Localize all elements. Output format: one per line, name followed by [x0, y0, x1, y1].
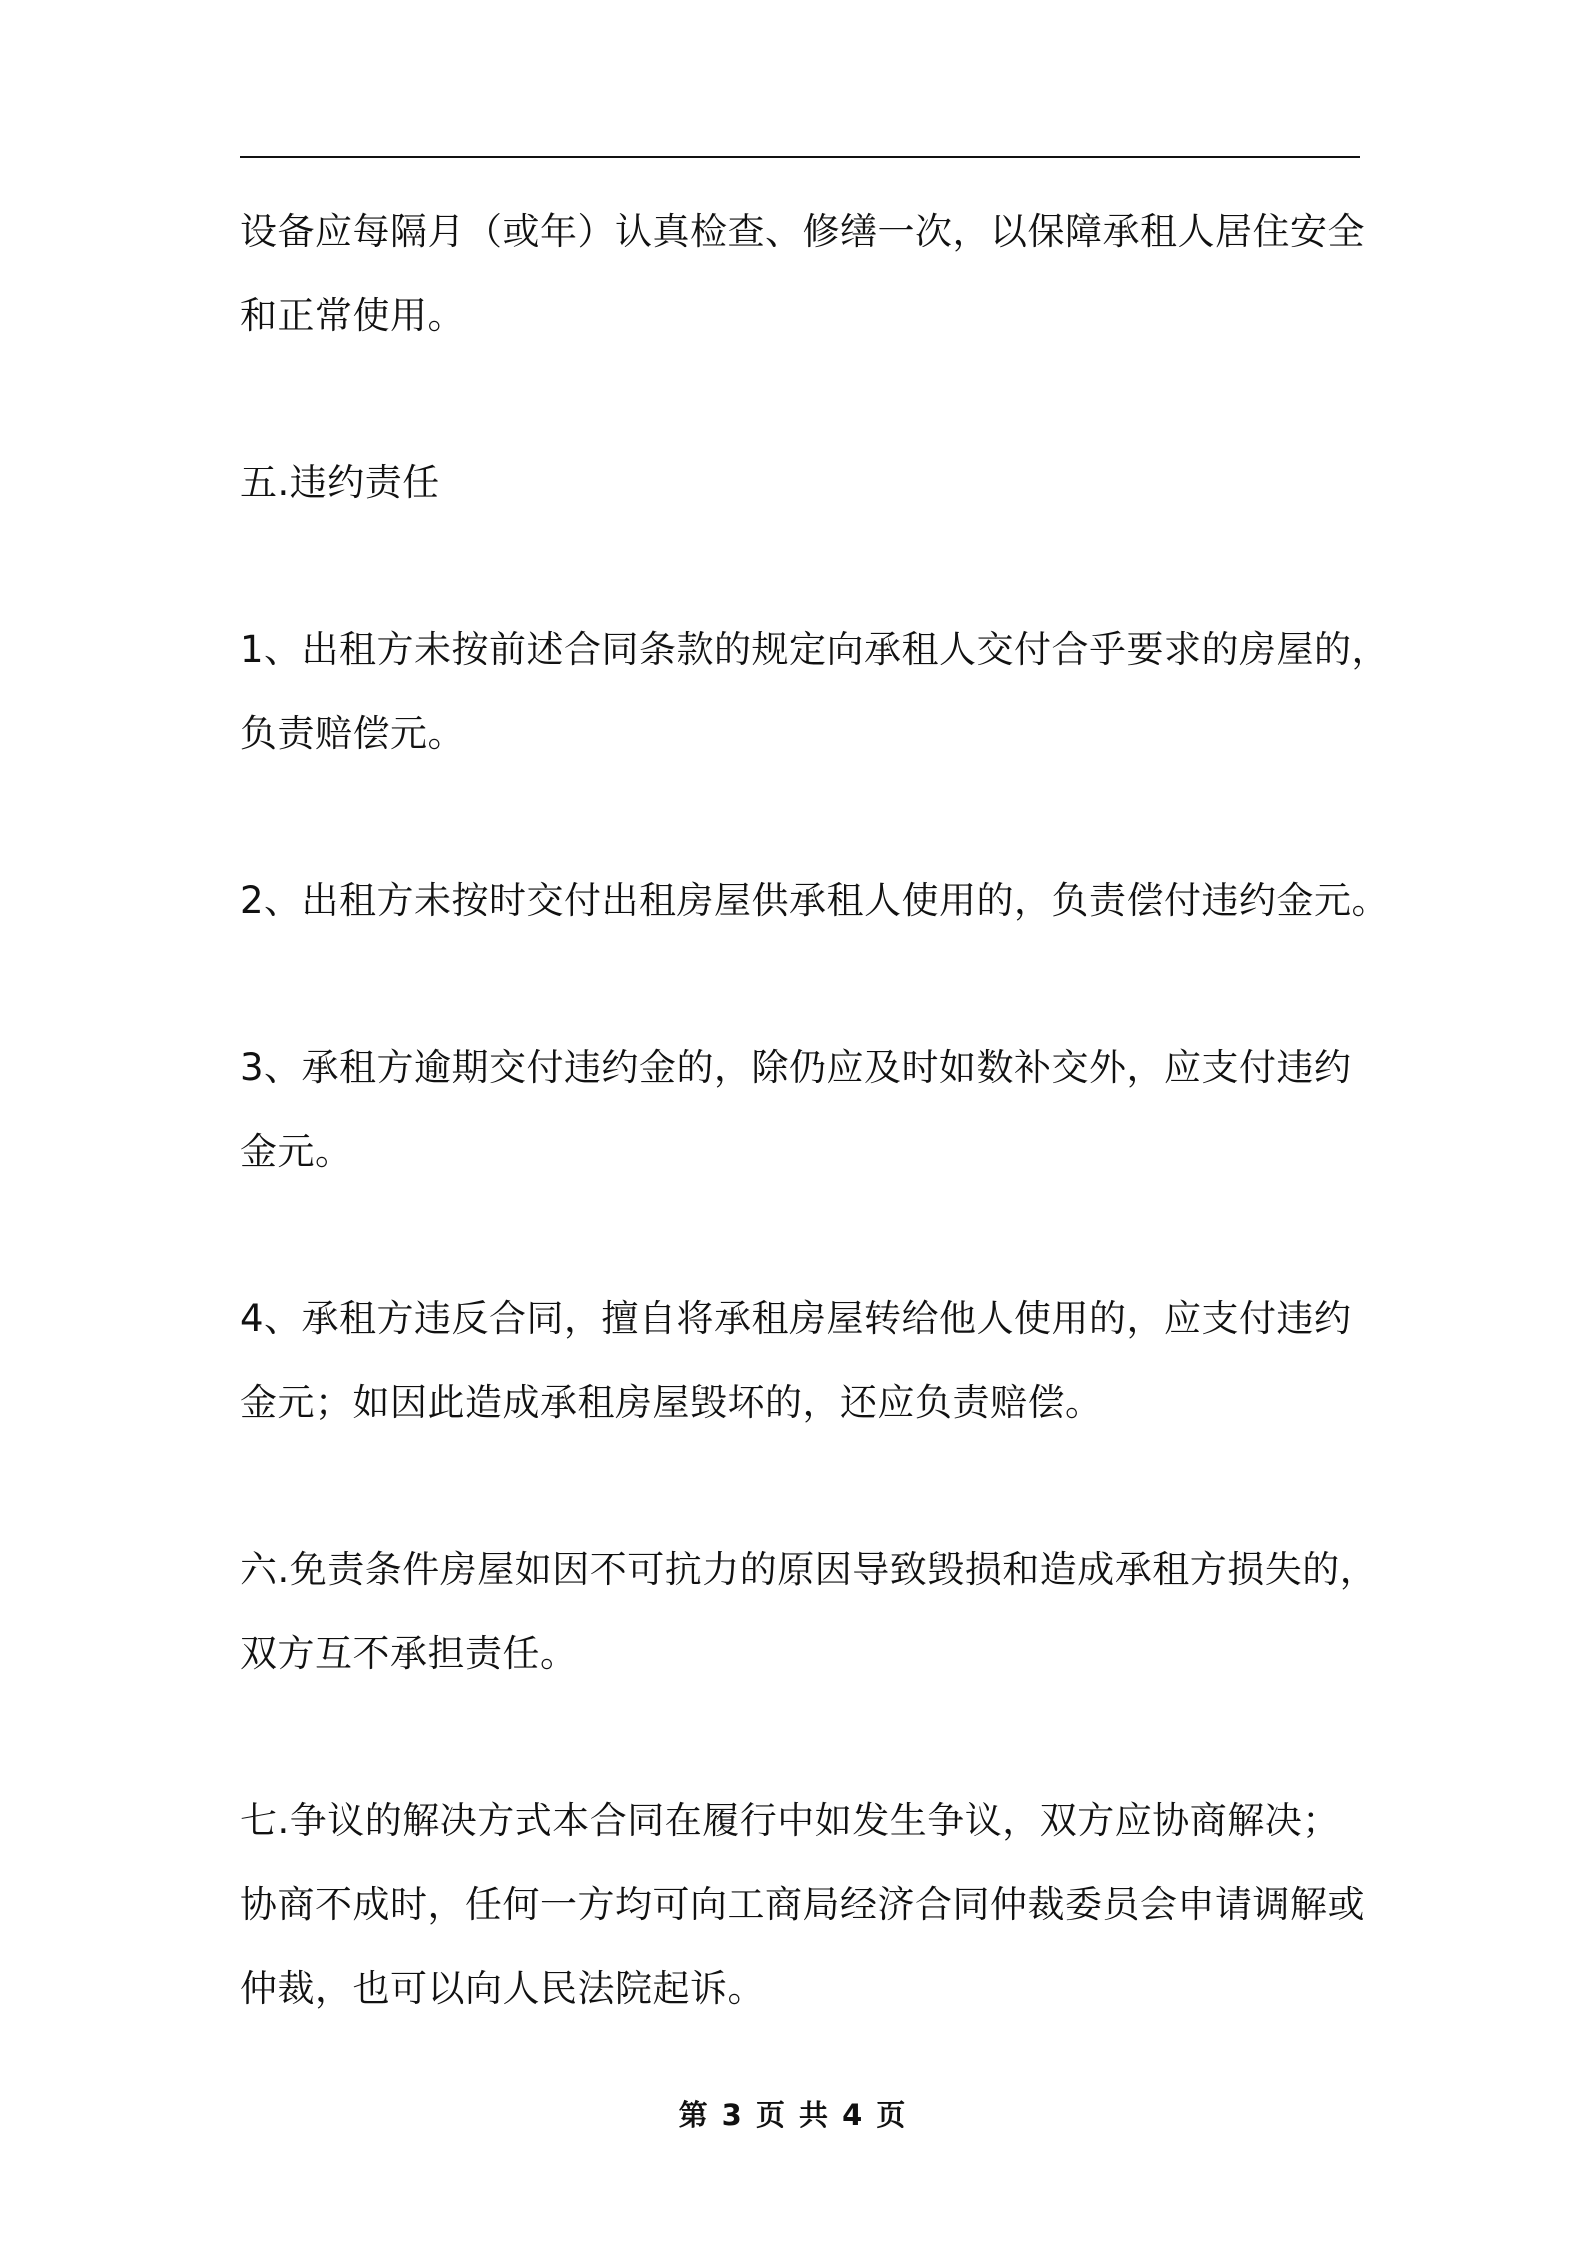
- paragraph-maintenance-clause: 设备应每隔月（或年）认真检查、修缮一次，以保障承租人居住安全 和正常使用。: [240, 210, 1365, 337]
- paragraph-clause-3: 3、承租方逾期交付违约金的，除仍应及时如数补交外，应支付违约 金元。: [240, 1046, 1352, 1173]
- paragraph-dispute-resolution: 七.争议的解决方式本合同在履行中如发生争议，双方应协商解决； 协商不成时，任何一方均可向工商局经济合同仲裁委员会申请调解或 仲裁，也可以向人民法院起诉。: [240, 1799, 1365, 2010]
- paragraph-clause-1: 1、出租方未按前述合同条款的规定向承租人交付合乎要求的房屋的， 负责赔偿元。: [240, 628, 1390, 755]
- paragraph-clause-2: 2、出租方未按时交付出租房屋供承租人使用的，负责偿付违约金元。: [240, 879, 1390, 922]
- section-heading-breach-liability: 五.违约责任: [240, 461, 440, 504]
- page-number-footer: 第 3 页 共 4 页: [678, 2098, 908, 2132]
- paragraph-exemption-conditions: 六.免责条件房屋如因不可抗力的原因导致毁损和造成承租方损失的， 双方互不承担责任。: [240, 1548, 1378, 1675]
- paragraph-clause-4: 4、承租方违反合同，擅自将承租房屋转给他人使用的，应支付违约 金元；如因此造成承租房屋毁坏的，还应负责赔偿。: [240, 1297, 1352, 1424]
- header-divider: [240, 156, 1360, 158]
- document-body: [240, 190, 1390, 2114]
